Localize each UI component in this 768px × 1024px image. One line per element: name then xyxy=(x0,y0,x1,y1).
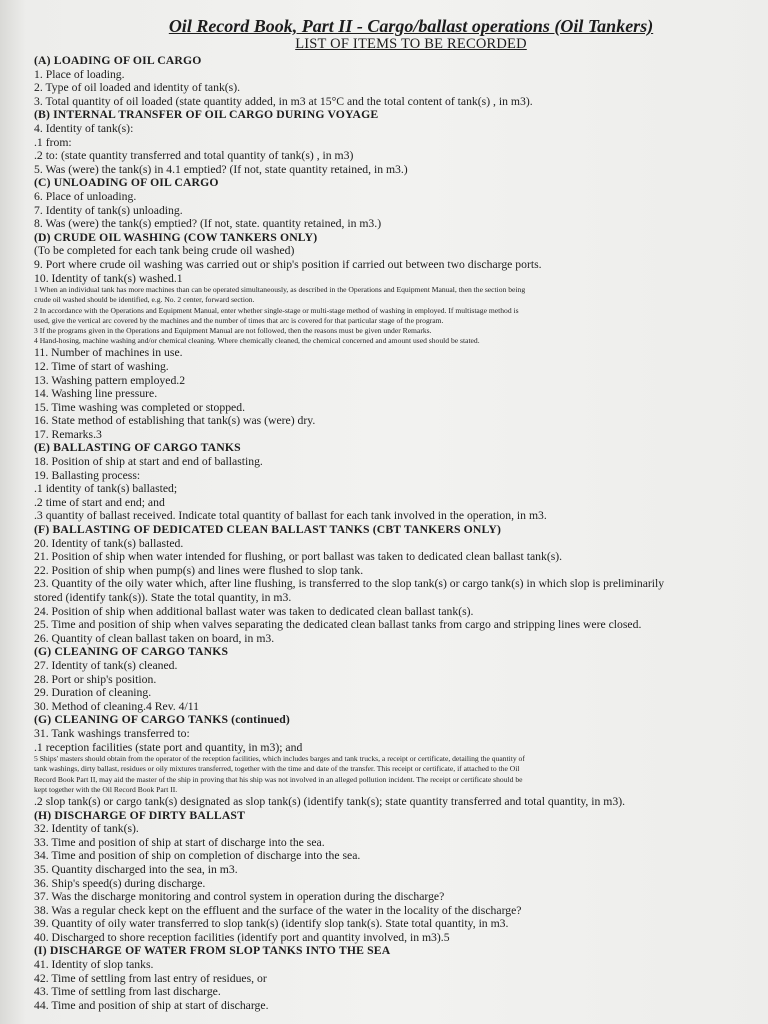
list-item: 30. Method of cleaning.4 Rev. 4/11 xyxy=(34,699,199,713)
section-heading: (H) DISCHARGE OF DIRTY BALLAST xyxy=(34,808,246,822)
section-heading: (G) CLEANING OF CARGO TANKS (continued) xyxy=(34,713,290,727)
list-item: 44. Time and position of ship at start of discharge. xyxy=(34,998,269,1012)
section-heading: (F) BALLASTING OF DEDICATED CLEAN BALLAST TANKS (CBT TANKERS ONLY) xyxy=(34,523,501,537)
footnote-line: used, give the vertical arc covered by the machines and the number of times that arc is covered for that particular stage of the program. xyxy=(34,315,444,325)
list-item: 4. Identity of tank(s): xyxy=(34,121,134,135)
footnote-line: 4 Hand-hosing, machine washing and/or chemical cleaning. Where chemically cleaned, the chemical concerned and amount used should be stated. xyxy=(34,336,480,346)
list-item: 37. Was the discharge monitoring and control system in operation during the discharge? xyxy=(34,890,445,904)
section-heading: (C) UNLOADING OF OIL CARGO xyxy=(34,176,219,190)
list-item: 31. Tank washings transferred to: xyxy=(34,726,190,740)
list-item: 16. State method of establishing that tank(s) was (were) dry. xyxy=(34,414,316,428)
footnote-line: 2 In accordance with the Operations and Equipment Manual, enter whether single-stage or multi-stage method of washing in employed. If multistage method is xyxy=(34,305,519,315)
list-item: 20. Identity of tank(s) ballasted. xyxy=(34,536,184,550)
list-item: 19. Ballasting process: xyxy=(34,468,141,482)
list-item: 27. Identity of tank(s) cleaned. xyxy=(34,658,178,672)
list-item: 35. Quantity discharged into the sea, in m3. xyxy=(34,862,238,876)
list-item: 43. Time of settling from last discharge. xyxy=(34,985,221,999)
section-heading: (A) LOADING OF OIL CARGO xyxy=(34,54,202,67)
list-item: 40. Discharged to shore reception facilities (identify port and quantity involved, in m3).5 xyxy=(34,930,450,944)
list-item: 2. Type of oil loaded and identity of tank(s). xyxy=(34,81,241,95)
section-heading: (D) CRUDE OIL WASHING (COW TANKERS ONLY) xyxy=(34,230,318,244)
list-item: (To be completed for each tank being crude oil washed) xyxy=(34,244,295,258)
document-title: Oil Record Book, Part II - Cargo/ballast operations (Oil Tankers) xyxy=(168,16,654,36)
footnote-line: crude oil washed should be identified, e.g. No. 2 center, forward section. xyxy=(34,295,255,305)
list-item: 25. Time and position of ship when valves separating the dedicated clean ballast tanks from cargo and stripping lines were closed. xyxy=(34,618,642,632)
list-item: stored (identify tank(s)). State the total quantity, in m3. xyxy=(34,591,292,604)
list-item: .3 quantity of ballast received. Indicate total quantity of ballast for each tank involved in the operation, in m3. xyxy=(34,509,547,523)
list-item: .1 reception facilities (state port and quantity, in m3); and xyxy=(34,740,303,754)
list-item: 22. Position of ship when pump(s) and lines were flushed to slop tank. xyxy=(34,563,364,577)
list-item: .1 identity of tank(s) ballasted; xyxy=(34,482,178,496)
list-item: 17. Remarks.3 xyxy=(34,427,102,441)
section-heading: (I) DISCHARGE OF WATER FROM SLOP TANKS INTO THE SEA xyxy=(34,944,391,958)
list-item: 9. Port where crude oil washing was carried out or ship's position if carried out between two discharge ports. xyxy=(34,257,542,271)
footnote-line: 5 Ships' masters should obtain from the operator of the reception facilities, which includes barges and tank trucks, a receipt or certificate, detailing the quantity of xyxy=(34,754,525,764)
footnote-line: Record Book Part II, may aid the master of the ship in proving that his ship was not involved in an alleged pollution incident. The receipt or certificate should be xyxy=(34,774,523,784)
list-item: 8. Was (were) the tank(s) emptied? (If not, state. quantity retained, in m3.) xyxy=(34,217,382,231)
list-item: 14. Washing line pressure. xyxy=(34,387,158,401)
document-subtitle: LIST OF ITEMS TO BE RECORDED xyxy=(295,36,527,52)
list-item: .2 to: (state quantity transferred and total quantity of tank(s) , in m3) xyxy=(34,149,354,163)
list-item: 38. Was a regular check kept on the effluent and the surface of the water in the locality of the discharge? xyxy=(34,903,522,917)
footnote-line: kept together with the Oil Record Book Part II. xyxy=(34,784,178,794)
list-item: 11. Number of machines in use. xyxy=(34,346,183,360)
list-item: 7. Identity of tank(s) unloading. xyxy=(34,203,183,217)
footnote-line: 3 If the programs given in the Operations and Equipment Manual are not followed, then the reasons must be given under Remarks. xyxy=(34,325,432,335)
list-item: 13. Washing pattern employed.2 xyxy=(34,373,186,387)
list-item: 21. Position of ship when water intended for flushing, or port ballast was taken to dedicated clean ballast tank(s). xyxy=(34,550,563,564)
list-item: 34. Time and position of ship on completion of discharge into the sea. xyxy=(34,849,361,863)
list-item: 23. Quantity of the oily water which, after line flushing, is transferred to the slop tank(s) or cargo tank(s) in which slop is preliminarily xyxy=(34,577,665,591)
list-item: 6. Place of unloading. xyxy=(34,189,137,203)
list-item: 26. Quantity of clean ballast taken on board, in m3. xyxy=(34,631,275,645)
list-item: .2 time of start and end; and xyxy=(34,495,165,509)
list-item: 12. Time of start of washing. xyxy=(34,359,169,373)
list-item: 3. Total quantity of oil loaded (state quantity added, in m3 at 15°C and the total content of tank(s) , in m3). xyxy=(34,94,533,108)
list-item: 32. Identity of tank(s). xyxy=(34,822,139,836)
list-item: 42. Time of settling from last entry of residues, or xyxy=(34,971,267,985)
list-item: 29. Duration of cleaning. xyxy=(34,686,152,700)
document-body xyxy=(34,54,758,1012)
section-heading: (G) CLEANING OF CARGO TANKS xyxy=(34,645,229,659)
list-item: 41. Identity of slop tanks. xyxy=(34,958,154,972)
section-heading: (B) INTERNAL TRANSFER OF OIL CARGO DURING VOYAGE xyxy=(34,108,379,122)
list-item: 18. Position of ship at start and end of ballasting. xyxy=(34,455,263,469)
list-item: 33. Time and position of ship at start of discharge into the sea. xyxy=(34,835,325,849)
list-item: 10. Identity of tank(s) washed.1 xyxy=(34,271,183,285)
list-item: 24. Position of ship when additional ballast water was taken to dedicated clean ballast tank(s). xyxy=(34,604,474,618)
list-item: 28. Port or ship's position. xyxy=(34,672,157,686)
list-item: .2 slop tank(s) or cargo tank(s) designated as slop tank(s) (identify tank(s); state quantity transferred and total quantity, in m3). xyxy=(34,794,626,808)
list-item: 15. Time washing was completed or stopped. xyxy=(34,400,246,414)
list-item: 36. Ship's speed(s) during discharge. xyxy=(34,876,206,890)
footnote-line: 1 When an individual tank has more machines than can be operated simultaneously, as described in the Operations and Equipment Manual, then the section being xyxy=(34,285,526,295)
list-item: 39. Quantity of oily water transferred to slop tank(s) (identify slop tank(s). State total quantity, in m3. xyxy=(34,917,509,931)
list-item: 1. Place of loading. xyxy=(34,67,125,81)
list-item: .1 from: xyxy=(34,135,72,149)
section-heading: (E) BALLASTING OF CARGO TANKS xyxy=(34,441,241,455)
list-item: 5. Was (were) the tank(s) in 4.1 emptied? (If not, state quantity retained, in m3.) xyxy=(34,162,408,176)
footnote-line: tank washings, dirty ballast, residues or oily mixtures transferred, together with the time and date of the transfer. This receipt or certificate, if attached to the Oil xyxy=(34,764,520,774)
